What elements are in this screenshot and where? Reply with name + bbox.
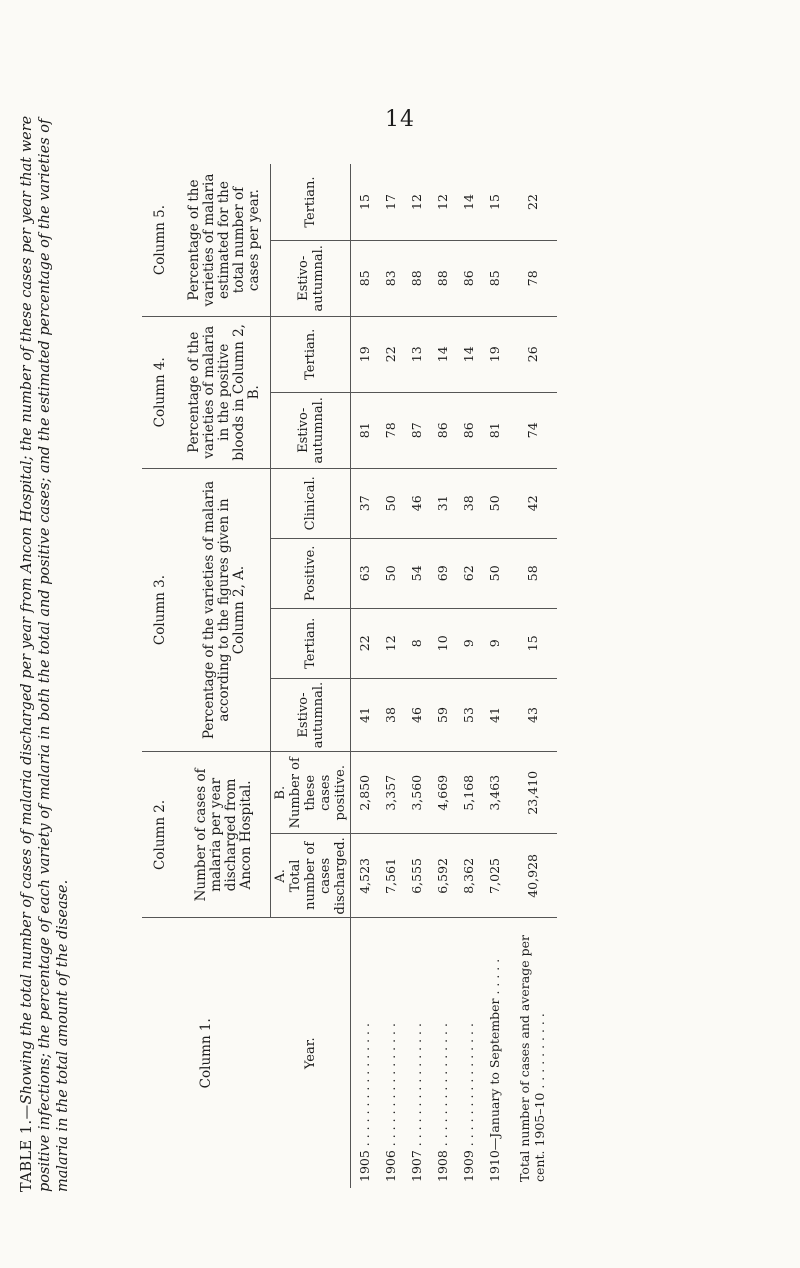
cell-c5-tertian: 12 [434, 194, 450, 210]
cell-year: 1909 . . . . . . . . . . . . . . . . [455, 918, 481, 1188]
cell-positive: 3,357 [377, 752, 403, 834]
rotated-table-page [0, 68, 800, 1268]
cell-c5-tertian: 14 [460, 194, 476, 210]
cell-c3-clinical: 37 [351, 468, 378, 538]
cell-c5-estivo: 85 [481, 240, 507, 316]
table-row [403, 164, 429, 1188]
cell-c3-tertian: 9 [481, 608, 507, 678]
col2a-header [271, 834, 351, 918]
col2-title: Column 2. [142, 752, 178, 918]
cell-c3-tertian: 12 [377, 608, 403, 678]
cell-c5-estivo: 86 [455, 240, 481, 316]
total-c5-estivo: 78 [507, 240, 557, 316]
col5-sub-tertian: Tertian. [271, 164, 351, 240]
table-caption [18, 92, 72, 1192]
total-c3-estivo: 43 [507, 678, 557, 751]
cell-c3-clinical: 46 [403, 468, 429, 538]
col3-sub-positive: Positive. [271, 538, 351, 608]
cell-c3-estivo: 46 [403, 678, 429, 751]
col3-sub-tertian: Tertian. [271, 608, 351, 678]
cell-c4-tertian: 14 [455, 316, 481, 392]
cell-positive: 2,850 [351, 752, 378, 834]
cell-total: 6,592 [429, 834, 455, 918]
cell-positive: 5,168 [455, 752, 481, 834]
total-positive: 23,410 [507, 752, 557, 834]
total-label: Total number of cases and average per cent. 1905–10 . . . . . . . . . . [507, 918, 557, 1188]
cell-year: 1910—January to September . . . . . [481, 918, 507, 1188]
cell-c5-tertian: 17 [382, 194, 398, 210]
table-row [429, 164, 455, 1188]
col2a-letter: A. [273, 869, 288, 883]
cell-year: 1906 . . . . . . . . . . . . . . . . [377, 918, 403, 1188]
cell-positive: 3,463 [481, 752, 507, 834]
cell-c5-tertian: 15 [356, 194, 372, 210]
col5-desc: Percentage of the varieties of malaria estimated for the total number of cases per year. [178, 164, 271, 316]
cell-c3-tertian: 22 [351, 608, 378, 678]
cell-c3-tertian: 10 [429, 608, 455, 678]
cell-c3-clinical: 50 [377, 468, 403, 538]
table-row [377, 164, 403, 1188]
cell-c4-tertian: 22 [377, 316, 403, 392]
cell-c4-tertian: 19 [351, 316, 378, 392]
cell-c4-estivo: 81 [351, 392, 378, 468]
cell-c3-clinical: 31 [429, 468, 455, 538]
cell-c3-estivo: 41 [481, 678, 507, 751]
page-number: 14 [385, 107, 415, 132]
cell-c3-positive: 54 [403, 538, 429, 608]
cell-c4-tertian: 13 [403, 316, 429, 392]
total-c3-tertian: 15 [507, 608, 557, 678]
total-row [507, 164, 557, 1188]
col5-title: Column 5. [151, 204, 168, 276]
cell-c3-tertian: 9 [455, 608, 481, 678]
cell-c4-tertian: 19 [481, 316, 507, 392]
col2b-header [271, 752, 351, 834]
cell-c3-estivo: 38 [377, 678, 403, 751]
cell-c3-positive: 50 [377, 538, 403, 608]
total-cases: 40,928 [507, 834, 557, 918]
cell-c5-estivo: 88 [429, 240, 455, 316]
cell-total: 7,025 [481, 834, 507, 918]
data-table-wrapper [142, 164, 557, 1188]
col2-desc: Number of cases of malaria per year discharged from Ancon Hospital. [178, 752, 271, 918]
col4-desc: Percentage of the varieties of malaria in the positive bloods in Column 2, B. [178, 316, 271, 468]
cell-c3-estivo: 59 [429, 678, 455, 751]
table-row [455, 164, 481, 1188]
cell-total: 4,523 [351, 834, 378, 918]
col1-title: Column 1. [142, 918, 271, 1188]
cell-c3-estivo: 41 [351, 678, 378, 751]
cell-c4-estivo: 86 [429, 392, 455, 468]
cell-c3-positive: 63 [351, 538, 378, 608]
cell-c5-estivo: 83 [377, 240, 403, 316]
cell-c5-estivo: 85 [351, 240, 378, 316]
column-title-row [142, 164, 178, 1188]
cell-year: 1907 . . . . . . . . . . . . . . . . [403, 918, 429, 1188]
cell-positive: 4,669 [429, 752, 455, 834]
total-c4-estivo: 74 [507, 392, 557, 468]
cell-c4-estivo: 78 [377, 392, 403, 468]
cell-c3-clinical: 50 [481, 468, 507, 538]
total-c5-tertian: 22 [524, 194, 540, 210]
col4-title: Column 4. [142, 316, 178, 468]
col3-desc: Percentage of the varieties of malaria according to the figures given in Column 2, A. [178, 468, 271, 751]
caption-label: TABLE 1.— [19, 1104, 35, 1192]
col4-sub-tertian: Tertian. [271, 316, 351, 392]
col3-sub-estivo: Estivo-autumnal. [271, 678, 351, 751]
table-row [481, 164, 507, 1188]
caption-text: Showing the total number of cases of malaria discharged per year from Ancon Hospital; the number of these cases per year that were positive infections; the percentage of each variety of malaria in both the total and positive cases; and the estimated percentage of the varieties of malaria in the total amount of the disease. [19, 115, 71, 1192]
cell-c5-tertian: 15 [486, 194, 502, 210]
cell-c4-estivo: 87 [403, 392, 429, 468]
col3-title: Column 3. [142, 468, 178, 751]
cell-c5-estivo: 88 [403, 240, 429, 316]
col1-sub: Year. [271, 918, 351, 1188]
cell-c3-positive: 50 [481, 538, 507, 608]
cell-c5-tertian: 12 [408, 194, 424, 210]
subheader-row [271, 164, 351, 1188]
col3-sub-clinical: Clinical. [271, 468, 351, 538]
cell-c3-estivo: 53 [455, 678, 481, 751]
cell-c3-tertian: 8 [403, 608, 429, 678]
cell-c4-tertian: 14 [429, 316, 455, 392]
cell-c3-positive: 69 [429, 538, 455, 608]
cell-year: 1908 . . . . . . . . . . . . . . . . [429, 918, 455, 1188]
col5-sub-estivo: Estivo-autumnal. [271, 240, 351, 316]
col4-sub-estivo: Estivo-autumnal. [271, 392, 351, 468]
cell-year: 1905 . . . . . . . . . . . . . . . . [351, 918, 378, 1188]
cell-c4-estivo: 81 [481, 392, 507, 468]
cell-c3-clinical: 38 [455, 468, 481, 538]
total-c3-clinical: 42 [507, 468, 557, 538]
col2b-letter: B. [273, 785, 288, 800]
cell-positive: 3,560 [403, 752, 429, 834]
cell-c4-estivo: 86 [455, 392, 481, 468]
cell-total: 6,555 [403, 834, 429, 918]
table-row [351, 164, 378, 1188]
total-c4-tertian: 26 [507, 316, 557, 392]
cell-c3-positive: 62 [455, 538, 481, 608]
col2b-label: Number of these cases positive. [288, 757, 348, 829]
total-c3-positive: 58 [507, 538, 557, 608]
cell-total: 7,561 [377, 834, 403, 918]
malaria-table [142, 164, 557, 1188]
cell-total: 8,362 [455, 834, 481, 918]
col2a-label: Total number of cases discharged. [288, 837, 348, 915]
